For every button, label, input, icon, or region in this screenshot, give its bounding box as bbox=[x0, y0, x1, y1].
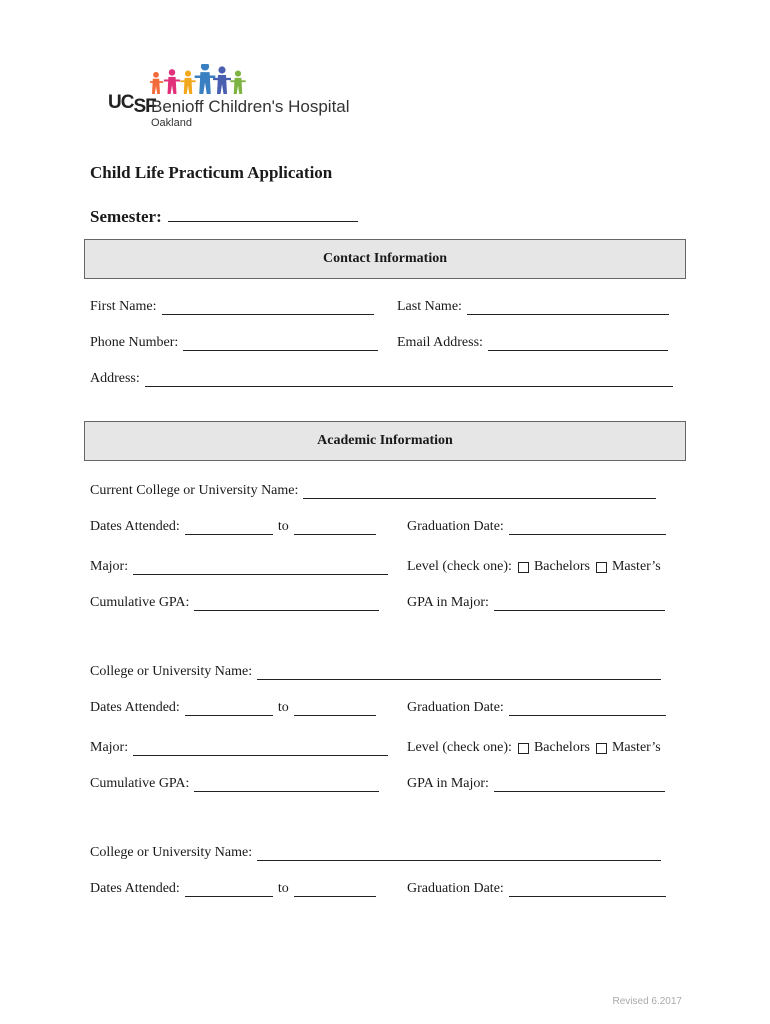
first-name-label: First Name: bbox=[90, 299, 157, 314]
date-to-line[interactable] bbox=[294, 701, 376, 716]
gpa-in-major-label: GPA in Major: bbox=[407, 776, 489, 791]
current-college-label: Current College or University Name: bbox=[90, 483, 299, 498]
major-label: Major: bbox=[90, 559, 129, 574]
graduation-date-label: Graduation Date: bbox=[407, 881, 504, 896]
masters-checkbox[interactable] bbox=[596, 743, 607, 754]
bachelors-label: Bachelors bbox=[533, 559, 590, 574]
date-from-line[interactable] bbox=[185, 701, 273, 716]
graduation-date-label: Graduation Date: bbox=[407, 519, 504, 534]
to-label: to bbox=[277, 881, 289, 896]
dates-attended-field[interactable] bbox=[90, 519, 376, 535]
current-college-field[interactable] bbox=[90, 483, 656, 499]
graduation-date-line[interactable] bbox=[509, 882, 666, 897]
bachelors-label: Bachelors bbox=[533, 740, 590, 755]
date-from-line[interactable] bbox=[185, 882, 273, 897]
graduation-date-line[interactable] bbox=[509, 520, 666, 535]
dates-attended-field[interactable] bbox=[90, 700, 376, 716]
gpa-in-major-label: GPA in Major: bbox=[407, 595, 489, 610]
semester-field[interactable] bbox=[90, 205, 358, 227]
graduation-date-field[interactable] bbox=[407, 700, 666, 716]
cumulative-gpa-label: Cumulative GPA: bbox=[90, 776, 190, 791]
level-label: Level (check one): bbox=[407, 559, 512, 574]
logo-figure bbox=[218, 66, 225, 73]
college-label: College or University Name: bbox=[90, 664, 253, 679]
first-name-field[interactable] bbox=[90, 299, 374, 315]
address-label: Address: bbox=[90, 371, 140, 386]
dates-attended-field[interactable] bbox=[90, 881, 376, 897]
cumulative-gpa-field[interactable] bbox=[90, 776, 379, 792]
masters-checkbox[interactable] bbox=[596, 562, 607, 573]
hospital-logo-figures-icon bbox=[150, 64, 250, 94]
cumulative-gpa-label: Cumulative GPA: bbox=[90, 595, 190, 610]
dates-attended-label: Dates Attended: bbox=[90, 519, 180, 534]
email-field[interactable] bbox=[397, 335, 668, 351]
major-field[interactable] bbox=[90, 559, 388, 575]
last-name-label: Last Name: bbox=[397, 299, 462, 314]
gpa-in-major-field[interactable] bbox=[407, 776, 665, 792]
gpa-in-major-field[interactable] bbox=[407, 595, 665, 611]
gpa-in-major-line[interactable] bbox=[494, 596, 665, 611]
dates-attended-label: Dates Attended: bbox=[90, 700, 180, 715]
phone-label: Phone Number: bbox=[90, 335, 179, 350]
level-label: Level (check one): bbox=[407, 740, 512, 755]
bachelors-checkbox[interactable] bbox=[518, 743, 529, 754]
graduation-date-label: Graduation Date: bbox=[407, 700, 504, 715]
academic-section-header: Academic Information bbox=[84, 421, 686, 461]
logo-figure bbox=[168, 77, 177, 94]
last-name-field[interactable] bbox=[397, 299, 669, 315]
last-name-line[interactable] bbox=[467, 300, 669, 315]
cumulative-gpa-line[interactable] bbox=[194, 596, 379, 611]
logo-figure bbox=[234, 78, 243, 94]
form-title: Child Life Practicum Application bbox=[90, 163, 333, 182]
level-field[interactable] bbox=[407, 559, 661, 575]
hospital-location: Oakland bbox=[151, 117, 192, 129]
graduation-date-field[interactable] bbox=[407, 519, 666, 535]
bachelors-checkbox[interactable] bbox=[518, 562, 529, 573]
date-from-line[interactable] bbox=[185, 520, 273, 535]
semester-label: Semester: bbox=[90, 207, 162, 226]
contact-section-header: Contact Information bbox=[84, 239, 686, 279]
semester-input-line[interactable] bbox=[168, 205, 358, 222]
graduation-date-line[interactable] bbox=[509, 701, 666, 716]
logo-figure bbox=[201, 64, 209, 71]
to-label: to bbox=[277, 519, 289, 534]
date-to-line[interactable] bbox=[294, 520, 376, 535]
logo-figure bbox=[235, 71, 241, 77]
college-line[interactable] bbox=[257, 846, 661, 861]
major-line[interactable] bbox=[133, 741, 388, 756]
major-line[interactable] bbox=[133, 560, 388, 575]
to-label: to bbox=[277, 700, 289, 715]
level-field[interactable] bbox=[407, 740, 661, 756]
graduation-date-field[interactable] bbox=[407, 881, 666, 897]
email-line[interactable] bbox=[488, 336, 668, 351]
logo-figure bbox=[199, 72, 211, 94]
phone-field[interactable] bbox=[90, 335, 378, 351]
college-label: College or University Name: bbox=[90, 845, 253, 860]
phone-line[interactable] bbox=[183, 336, 378, 351]
ucsf-logo: UCSF bbox=[108, 92, 156, 117]
dates-attended-label: Dates Attended: bbox=[90, 881, 180, 896]
first-name-line[interactable] bbox=[162, 300, 374, 315]
major-field[interactable] bbox=[90, 740, 388, 756]
gpa-in-major-line[interactable] bbox=[494, 777, 665, 792]
cumulative-gpa-field[interactable] bbox=[90, 595, 379, 611]
email-label: Email Address: bbox=[397, 335, 483, 350]
college-field[interactable] bbox=[90, 845, 661, 861]
logo-figure bbox=[217, 75, 227, 94]
college-line[interactable] bbox=[257, 665, 661, 680]
logo-figure bbox=[184, 78, 193, 94]
masters-label: Master’s bbox=[611, 740, 661, 755]
logo-figure bbox=[169, 69, 175, 75]
address-line[interactable] bbox=[145, 372, 673, 387]
revision-note: Revised 6.2017 bbox=[612, 996, 682, 1007]
current-college-line[interactable] bbox=[303, 484, 656, 499]
hospital-name: Benioff Children's Hospital bbox=[151, 97, 350, 116]
logo-figure bbox=[153, 72, 159, 78]
logo-figure bbox=[185, 71, 191, 77]
major-label: Major: bbox=[90, 740, 129, 755]
cumulative-gpa-line[interactable] bbox=[194, 777, 379, 792]
date-to-line[interactable] bbox=[294, 882, 376, 897]
college-field[interactable] bbox=[90, 664, 661, 680]
masters-label: Master’s bbox=[611, 559, 661, 574]
address-field[interactable] bbox=[90, 371, 673, 387]
